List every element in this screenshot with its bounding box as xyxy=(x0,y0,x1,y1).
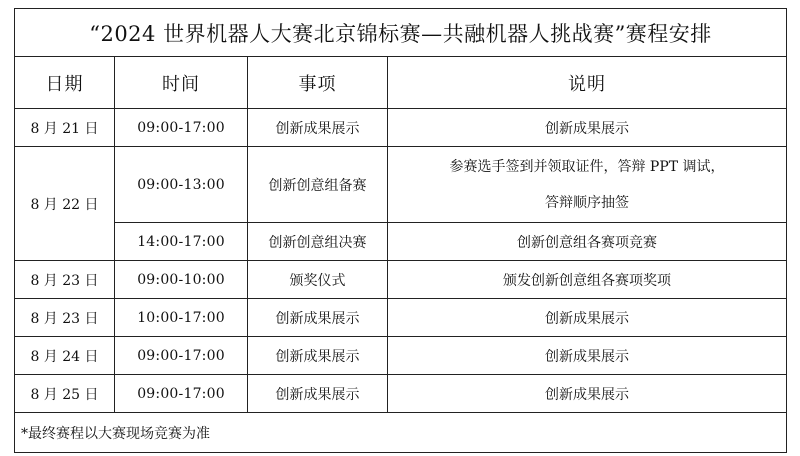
cell-desc: 创新创意组各赛项竞赛 xyxy=(388,223,787,261)
header-time: 时间 xyxy=(115,57,248,109)
cell-time: 09:00-13:00 xyxy=(115,147,248,223)
table-row xyxy=(15,261,787,299)
cell-time: 09:00-17:00 xyxy=(115,337,248,375)
schedule-table xyxy=(14,8,787,453)
table-row xyxy=(15,147,787,223)
table-row xyxy=(15,337,787,375)
cell-desc: 颁发创新创意组各赛项奖项 xyxy=(388,261,787,299)
header-row xyxy=(15,57,787,109)
table-title: “2024 世界机器人大赛北京锦标赛—共融机器人挑战赛”赛程安排 xyxy=(15,9,787,57)
cell-time: 10:00-17:00 xyxy=(115,299,248,337)
cell-desc: 创新成果展示 xyxy=(388,337,787,375)
cell-desc: 创新成果展示 xyxy=(388,109,787,147)
footnote: *最终赛程以大赛现场竞赛为准 xyxy=(15,413,787,453)
cell-time: 14:00-17:00 xyxy=(115,223,248,261)
cell-time: 09:00-17:00 xyxy=(115,109,248,147)
cell-event: 创新成果展示 xyxy=(248,337,388,375)
cell-date: 8 月 21 日 xyxy=(15,109,115,147)
cell-date: 8 月 23 日 xyxy=(15,299,115,337)
cell-date: 8 月 22 日 xyxy=(15,147,115,261)
cell-event: 创新创意组备赛 xyxy=(248,147,388,223)
table-row xyxy=(15,223,787,261)
cell-date: 8 月 25 日 xyxy=(15,375,115,413)
table-row xyxy=(15,109,787,147)
cell-desc: 创新成果展示 xyxy=(388,375,787,413)
header-desc: 说明 xyxy=(388,57,787,109)
cell-event: 创新成果展示 xyxy=(248,299,388,337)
cell-event: 创新创意组决赛 xyxy=(248,223,388,261)
cell-date: 8 月 23 日 xyxy=(15,261,115,299)
header-event: 事项 xyxy=(248,57,388,109)
cell-desc-line: 参赛选手签到并领取证件，答辩 PPT 调试， xyxy=(449,158,725,175)
cell-desc: 创新成果展示 xyxy=(388,299,787,337)
table-row xyxy=(15,375,787,413)
cell-event: 创新成果展示 xyxy=(248,109,388,147)
cell-time: 09:00-17:00 xyxy=(115,375,248,413)
cell-desc xyxy=(388,147,787,223)
cell-event: 颁奖仪式 xyxy=(248,261,388,299)
cell-event: 创新成果展示 xyxy=(248,375,388,413)
header-date: 日期 xyxy=(15,57,115,109)
cell-date: 8 月 24 日 xyxy=(15,337,115,375)
cell-desc-line: 答辩顺序抽签 xyxy=(545,194,630,211)
table-row xyxy=(15,299,787,337)
cell-time: 09:00-10:00 xyxy=(115,261,248,299)
